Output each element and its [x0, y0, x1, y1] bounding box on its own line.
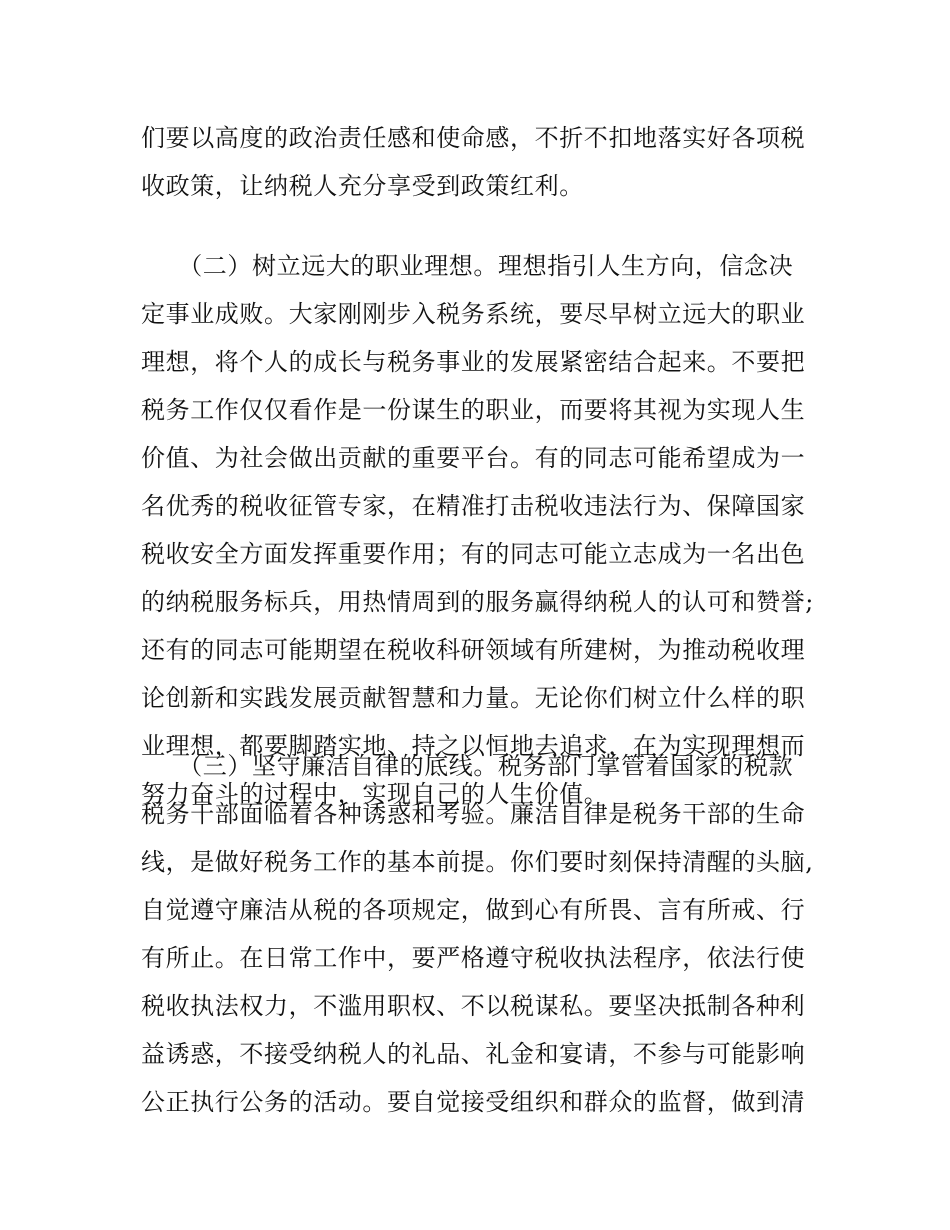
text-line: 收政策，让纳税人充分享受到政策红利。 — [141, 172, 584, 200]
text-line: 名优秀的税收征管专家，在精准打击税收违法行为、保障国家 — [141, 492, 806, 520]
text-line: 业理想，都要脚踏实地、持之以恒地去追求，在为实现理想而 — [141, 732, 806, 760]
text-line: 税收执法权力，不滥用职权、不以税谋私。要坚决抵制各种利 — [141, 992, 806, 1020]
text-line: 税务干部面临着各种诱惑和考验。廉洁自律是税务干部的生命 — [141, 800, 806, 828]
text-line: （二）树立远大的职业理想。理想指引人生方向，信念决 — [141, 252, 794, 280]
text-line: 们要以高度的政治责任感和使命感，不折不扣地落实好各项税 — [141, 124, 806, 152]
text-line: 有所止。在日常工作中，要严格遵守税收执法程序，依法行使 — [141, 944, 806, 972]
text-line: 自觉遵守廉洁从税的各项规定，做到心有所畏、言有所戒、行 — [141, 896, 806, 924]
paragraph-3 — [141, 742, 821, 1126]
paragraph-2 — [141, 242, 821, 818]
text-line: 定事业成败。大家刚刚步入税务系统，要尽早树立远大的职业 — [141, 300, 806, 328]
text-line: 理想，将个人的成长与税务事业的发展紧密结合起来。不要把 — [141, 348, 806, 376]
text-line: 论创新和实践发展贡献智慧和力量。无论你们树立什么样的职 — [141, 684, 806, 712]
text-line: 的纳税服务标兵，用热情周到的服务赢得纳税人的认可和赞誉; — [141, 588, 814, 616]
text-line: （三）坚守廉洁自律的底线。税务部门掌管着国家的税款 — [141, 752, 794, 780]
text-line: 益诱惑，不接受纳税人的礼品、礼金和宴请，不参与可能影响 — [141, 1040, 806, 1068]
text-line: 努力奋斗的过程中，实现自己的人生价值。 — [141, 780, 609, 808]
paragraph-1 — [141, 114, 821, 210]
text-line: 税收安全方面发挥重要作用；有的同志可能立志成为一名出色 — [141, 540, 806, 568]
text-line: 税务工作仅仅看作是一份谋生的职业，而要将其视为实现人生 — [141, 396, 806, 424]
text-line: 价值、为社会做出贡献的重要平台。有的同志可能希望成为一 — [141, 444, 806, 472]
text-line: 线，是做好税务工作的基本前提。你们要时刻保持清醒的头脑, — [141, 848, 814, 876]
text-line: 还有的同志可能期望在税收科研领域有所建树，为推动税收理 — [141, 636, 806, 664]
text-line: 公正执行公务的活动。要自觉接受组织和群众的监督，做到清 — [141, 1088, 806, 1116]
